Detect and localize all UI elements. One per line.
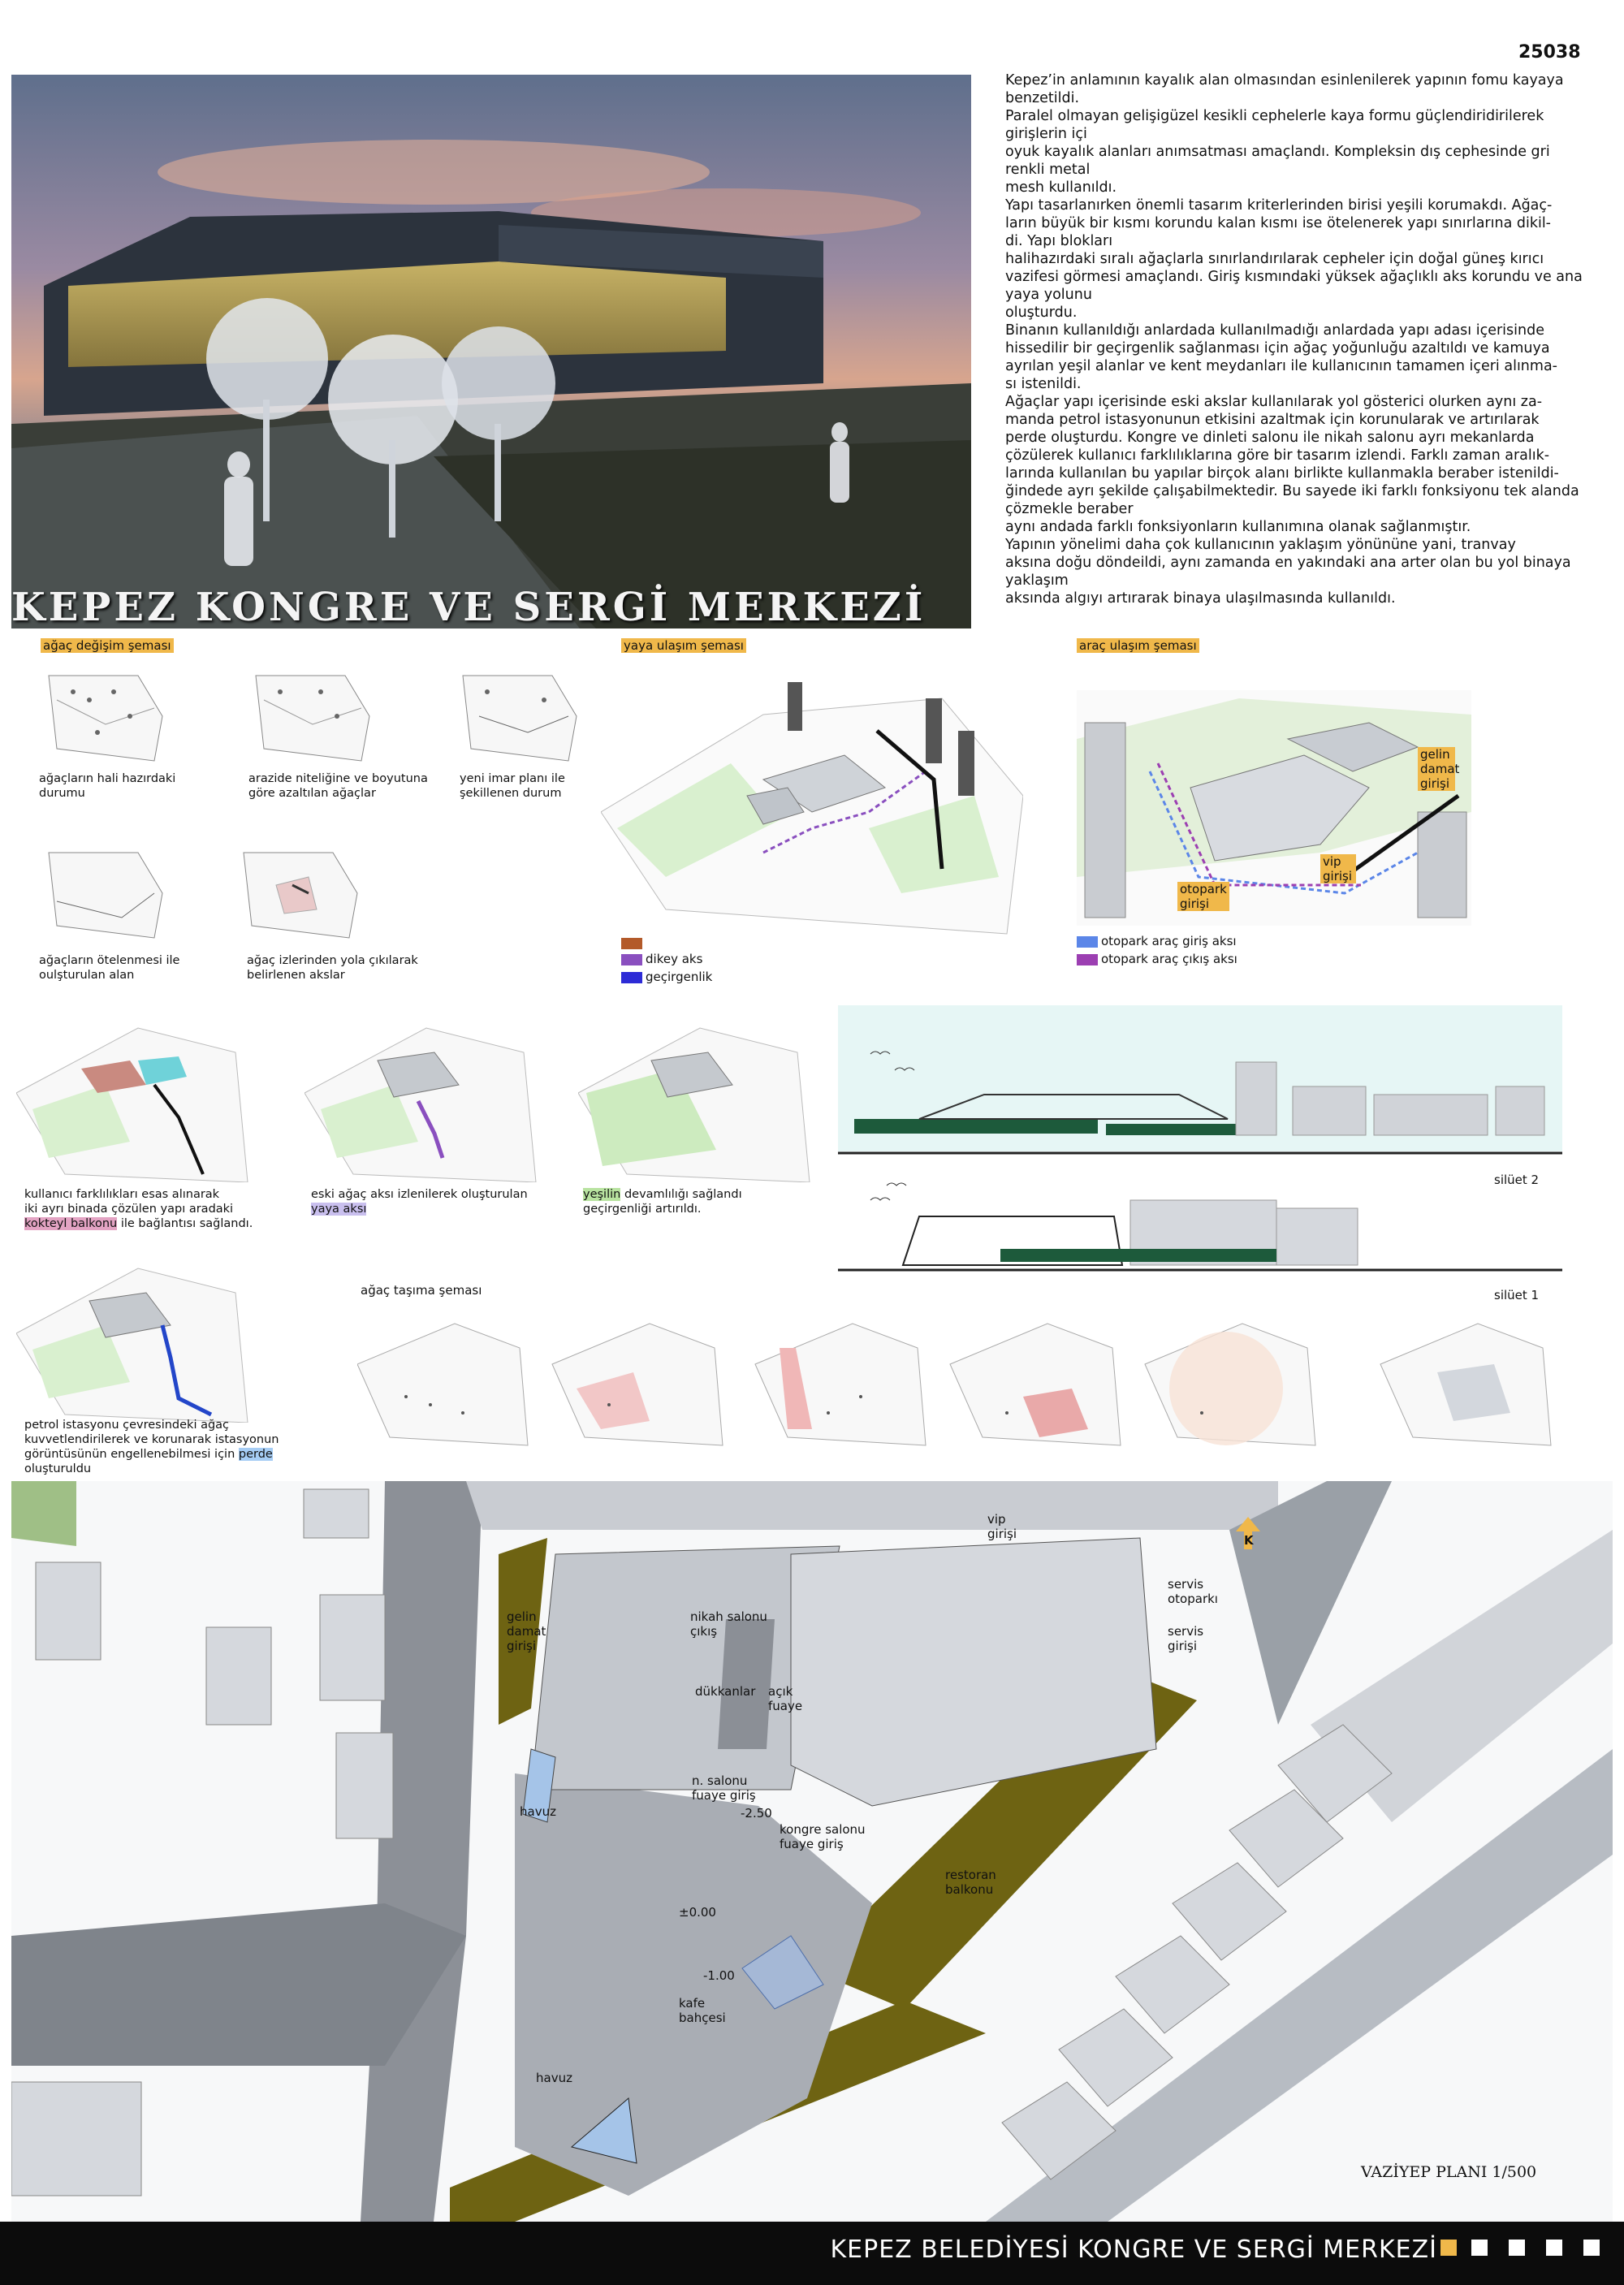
veh-label-otopark: otopark girişi	[1177, 882, 1229, 911]
desc-line: mesh kullanıldı.	[1005, 179, 1117, 196]
legend-swatch	[621, 972, 642, 983]
plan-label-restoran: restoran balkonu	[945, 1868, 996, 1897]
site-plan	[11, 1481, 1613, 2222]
caption-line: iki ayrı binada çözülen yapı aradaki	[24, 1203, 234, 1216]
desc-line: çözülerek kullanıcı farklılıklarına göre bir tasarım izlendi. Farklı zaman aralık-	[1005, 447, 1550, 464]
silhouette-sections	[838, 1005, 1562, 1275]
plan-label-servis-giris: servis girişi	[1168, 1624, 1204, 1653]
legend-label: dikey aks	[646, 952, 703, 966]
section-label-tree-move: ağaç taşıma şeması	[361, 1283, 482, 1298]
plan-label-kot-000: ±0.00	[679, 1905, 716, 1920]
plan-label-kot-100: -1.00	[703, 1968, 735, 1983]
desc-line: ayrılan yeşil alanlar ve kent meydanları ile kullanıcının tamamen içeri alınma-	[1005, 358, 1557, 374]
legend-swatch	[1077, 954, 1098, 965]
section-label-tree-change: ağaç değişim şeması	[41, 638, 174, 653]
desc-line: halihazırdaki sıralı ağaçlarla sınırlandırılarak cepheler için doğal güneş kırıcı	[1005, 251, 1544, 267]
legend-label: otopark araç çıkış aksı	[1101, 952, 1237, 966]
tree-caption-1: ağaçların hali hazırdaki durumu	[39, 772, 176, 800]
caption-line: geçirgenliği artırıldı.	[583, 1203, 702, 1216]
desc-line: hissedilir bir geçirgenlik sağlanması için ağaç yoğunluğu azaltıldı ve kamuya	[1005, 340, 1550, 356]
north-letter: K	[1244, 1533, 1254, 1548]
caption-line	[24, 1447, 309, 1462]
legend-swatch	[621, 954, 642, 965]
concept-caption-1	[24, 1187, 292, 1231]
concept-caption-4	[24, 1418, 309, 1476]
caption-text: ile bağlantısı sağlandı.	[117, 1217, 253, 1230]
footer-square-icon	[1546, 2240, 1562, 2256]
legend-label: otopark araç giriş aksı	[1101, 934, 1237, 948]
caption-highlight: yaya aksı	[311, 1203, 367, 1216]
tree-caption-4: ağaçların ötelenmesi ile oulşturulan alan	[39, 954, 180, 982]
caption-line: kullanıcı farklılıkları esas alınarak	[24, 1188, 220, 1201]
desc-line: Yapının yönelimi daha çok kullanıcının yaklaşım yönününe yani, tranvay	[1005, 537, 1516, 553]
plan-label-servis-otopark: servis otoparkı	[1168, 1577, 1218, 1606]
legend-label: geçirgenlik	[646, 970, 713, 984]
veh-label-vip: vip girişi	[1320, 854, 1356, 883]
plan-label-havuz-2: havuz	[536, 2071, 572, 2085]
vehicle-diagram	[1077, 690, 1471, 926]
footer-square-icon	[1471, 2240, 1488, 2256]
tree-caption-5: ağaç izlerinden yola çıkılarak belirlenen akslar	[247, 954, 418, 982]
site-plan-drawing	[11, 1481, 1613, 2222]
concept-caption-3	[583, 1187, 810, 1216]
caption-line: eski ağaç aksı izlenilerek oluşturulan	[311, 1188, 528, 1201]
caption-line	[24, 1216, 292, 1231]
caption-line	[311, 1202, 571, 1216]
desc-line: Binanın kullanıldığı anlardada kullanılmadığı anlardada yapı adası içerisinde	[1005, 322, 1544, 339]
ped-legend-3	[621, 970, 712, 991]
legend-swatch	[1077, 936, 1098, 948]
north-arrow-icon	[1236, 1517, 1260, 1549]
description	[1005, 71, 1590, 607]
caption-text: görüntüsünün engellenebilmesi için	[24, 1448, 239, 1461]
desc-line: ların büyük bir kısmı korundu kalan kısmı ise ötelenerek yapı sınırlarına dikil-	[1005, 215, 1551, 231]
sheet-id: 25038	[1518, 42, 1581, 63]
plan-label-vip: vip girişi	[987, 1512, 1017, 1541]
concept-caption-2	[311, 1187, 571, 1216]
legend-swatch	[621, 938, 642, 949]
tree-diagram-5	[235, 844, 365, 942]
concept-diagram-4	[16, 1260, 252, 1423]
desc-line: Yapı tasarlanırken önemli tasarım kriterlerinden birisi yeşili korumakdı. Ağaç-	[1005, 197, 1553, 214]
tree-caption-3: yeni imar planı ile şekillenen durum	[460, 772, 565, 800]
main-title: KEPEZ KONGRE VE SERGİ MERKEZİ	[11, 585, 926, 630]
desc-line: Kepez’in anlamının kayalık alan olmasından esinlenilerek yapının fomu kayaya benzetildi.	[1005, 72, 1564, 106]
concept-diagram-2	[304, 1020, 540, 1182]
section-label-vehicle: araç ulaşım şeması	[1077, 638, 1199, 653]
desc-line: oluşturdu.	[1005, 305, 1078, 321]
caption-highlight: perde	[238, 1448, 273, 1461]
footer-title: KEPEZ BELEDİYESİ KONGRE VE SERGİ MERKEZİ	[830, 2235, 1437, 2264]
tree-diagram-2	[248, 667, 378, 765]
desc-line: oyuk kayalık alanları anımsatması amaçlandı. Kompleksin dış cephesinde gri renkli metal	[1005, 144, 1550, 178]
caption-highlight: yeşilin	[583, 1188, 621, 1201]
concept-diagram-3	[578, 1020, 814, 1182]
concept-diagram-1	[16, 1020, 252, 1182]
footer-square-icon	[1583, 2240, 1600, 2256]
render-illustration	[11, 75, 971, 628]
plan-label-havuz-1: havuz	[520, 1804, 556, 1819]
caption-line: oluşturuldu	[24, 1462, 92, 1475]
veh-legend-2	[1077, 952, 1237, 973]
desc-line: Ağaçlar yapı içerisinde eski akslar kullanılarak yol gösterici olurken aynı za-	[1005, 394, 1543, 410]
tree-diagram-3	[455, 667, 585, 765]
plan-label-nsalonu: n. salonu fuaye giriş	[692, 1773, 756, 1803]
desc-line: manda petrol istasyonunun etkisini azaltmak için korunularak ve artırılarak	[1005, 412, 1540, 428]
tree-diagram-1	[41, 667, 171, 765]
plan-label-acik-fuaye: açık fuaye	[768, 1684, 803, 1713]
section-label-pedestrian: yaya ulaşım şeması	[621, 638, 746, 653]
desc-line: ğindede ayrı şekilde çalışabilmektedir. Bu sayede iki farklı fonksiyonu tek alanda çözmekle beraber	[1005, 483, 1579, 517]
caption-text: devamlılığı sağlandı	[620, 1188, 742, 1201]
desc-line: di. Yapı blokları	[1005, 233, 1113, 249]
caption-highlight: kokteyl balkonu	[24, 1217, 118, 1230]
plan-label-kongre: kongre salonu fuaye giriş	[780, 1822, 866, 1851]
tree-diagram-4	[41, 844, 171, 942]
plan-scale-label: VAZİYEP PLANI 1/500	[1361, 2163, 1537, 2181]
veh-label-gelin: gelin damat girişi	[1418, 747, 1455, 791]
desc-line: Paralel olmayan gelişigüzel kesikli cephelerle kaya formu güçlendiridirilerek girişlerin içi	[1005, 108, 1544, 142]
plan-label-nikah-cikis: nikah salonu çıkış	[690, 1609, 767, 1639]
plan-label-gelin: gelin damat girişi	[507, 1609, 546, 1653]
perspective-render	[11, 75, 971, 628]
plan-label-kot-250: -2.50	[741, 1806, 772, 1821]
desc-line: aksına doğu döndeildi, aynı zamanda en yakındaki ana arter olan bu yol binaya yaklaşım	[1005, 555, 1571, 589]
footer-square-icon	[1509, 2240, 1525, 2256]
desc-line: perde oluşturdu. Kongre ve dinleti salonu ile nikah salonu ayrı mekanlarda	[1005, 430, 1535, 446]
caption-line	[583, 1187, 810, 1202]
desc-line: aksında algıyı artırarak binaya ulaşılmasında kullanıldı.	[1005, 590, 1396, 607]
siluet-2-label: silüet 2	[1494, 1173, 1540, 1187]
desc-line: larında kullanılan bu yapılar birçok alanı birlikte kullanmakla beraber istenildi-	[1005, 465, 1559, 482]
pedestrian-diagram	[601, 666, 1023, 942]
caption-line: petrol istasyonu çevresindeki ağaç	[24, 1419, 230, 1432]
desc-line: aynı andada farklı fonksiyonların kullanımına olanak sağlanmıştır.	[1005, 519, 1471, 535]
tree-caption-2: arazide niteliğine ve boyutuna göre azaltılan ağaçlar	[248, 772, 428, 800]
tree-move-diagrams	[357, 1315, 1592, 1454]
footer-square-icon	[1440, 2240, 1457, 2256]
desc-line: sı istenildi.	[1005, 376, 1082, 392]
plan-label-kafe: kafe bahçesi	[679, 1996, 726, 2025]
siluet-1-label: silüet 1	[1494, 1288, 1540, 1302]
plan-label-dukkanlar: dükkanlar	[695, 1684, 756, 1699]
caption-line: kuvvetlendirilerek ve korunarak istasyonun	[24, 1433, 279, 1446]
desc-line: vazifesi görmesi amaçlandı. Giriş kısmındaki yüksek ağaçlıklı aks korundu ve ana yaya yolunu	[1005, 269, 1583, 303]
